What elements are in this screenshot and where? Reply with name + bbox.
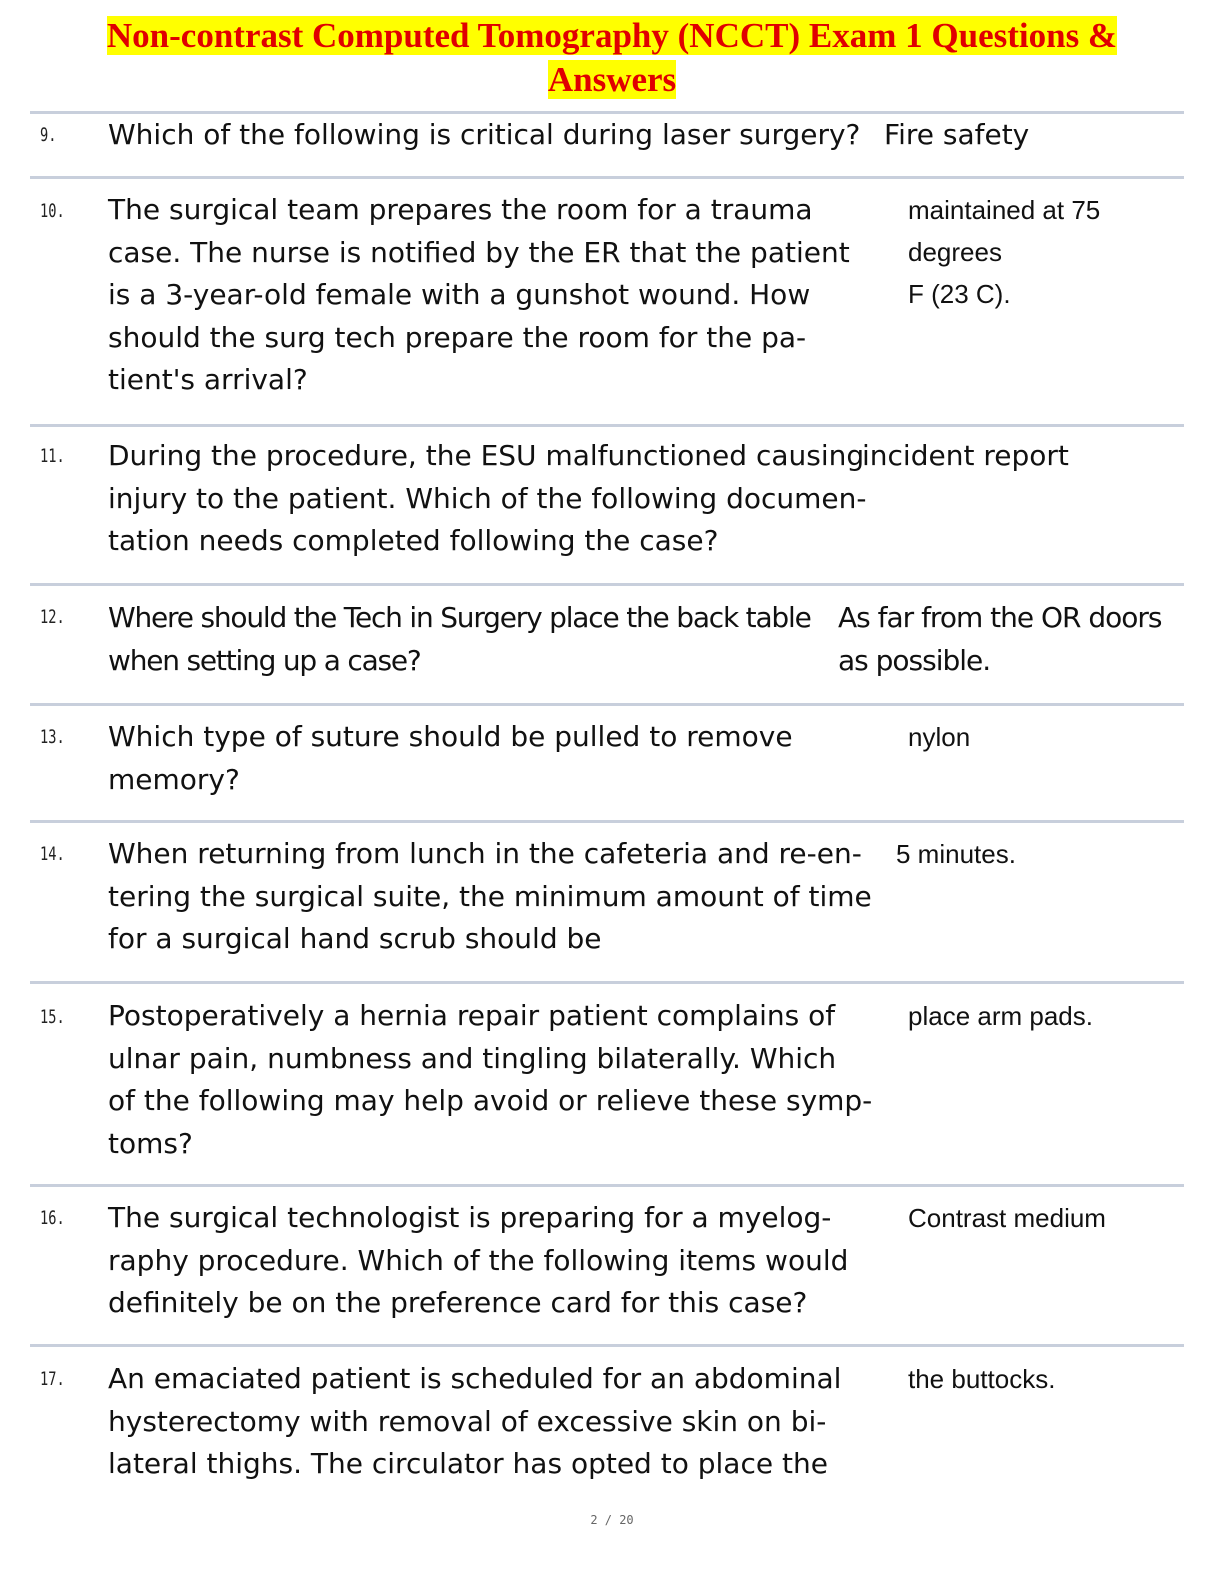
question-text: The surgical technologist is preparing for a myelog- raphy procedure. Which of the following items would definitely be on the preference card for this case? (108, 1201, 849, 1319)
answer-text: nylon (908, 722, 971, 752)
row-divider (30, 176, 1184, 179)
document-title-line-2: Answers (547, 60, 677, 99)
answer-text: incident report (862, 439, 1069, 472)
answer-text: maintained at 75 degrees F (23 C). (908, 195, 1101, 309)
question-text: The surgical team prepares the room for a trauma case. The nurse is notified by the ER that the patient is a 3-year-old female with a gunshot wound. How should the surg tech prepare the room for the pa- tient's arrival? (108, 193, 850, 396)
question-number: 10. (40, 200, 65, 222)
question-number: 11. (40, 445, 65, 467)
question-text: During the procedure, the ESU malfunctioned causing injury to the patient. Which of the following documen- tation needs completed following the case? (108, 439, 867, 557)
question-number: 15. (40, 1006, 65, 1028)
question-text: Which type of suture should be pulled to remove memory? (108, 720, 793, 796)
question-text: An emaciated patient is scheduled for an abdominal hysterectomy with removal of excessive skin on bi- lateral thighs. The circulator has opted to place the (108, 1362, 842, 1480)
answer-text: 5 minutes. (896, 839, 1016, 869)
question-number: 13. (40, 726, 65, 748)
question-number: 17. (40, 1368, 65, 1390)
question-number: 9. (40, 124, 57, 146)
question-number: 12. (40, 606, 65, 628)
question-text: When returning from lunch in the cafeteria and re-en- tering the surgical suite, the minimum amount of time for a surgical hand scrub should be (108, 837, 872, 955)
row-divider (30, 981, 1184, 984)
page-indicator: 2 / 20 (590, 1513, 634, 1527)
question-number: 14. (40, 843, 65, 865)
answer-text: Contrast medium (908, 1203, 1106, 1233)
document-title (0, 14, 1224, 102)
answer-text: Fire safety (884, 118, 1030, 151)
row-divider (30, 1344, 1184, 1347)
row-divider (30, 424, 1184, 427)
question-text: Where should the Tech in Surgery place the back table when setting up a case? (108, 601, 811, 677)
question-number: 16. (40, 1207, 65, 1229)
question-text: Which of the following is critical during laser surgery? (108, 118, 861, 151)
row-divider (30, 703, 1184, 706)
answer-text: place arm pads. (908, 1001, 1093, 1031)
row-divider (30, 820, 1184, 823)
row-divider (30, 1184, 1184, 1187)
answer-text: the buttocks. (908, 1364, 1056, 1394)
answer-text: As far from the OR doors as possible. (838, 601, 1162, 677)
question-text: Postoperatively a hernia repair patient complains of ulnar pain, numbness and tingling bilaterally. Which of the following may help avoid or relieve these symp- toms? (108, 999, 873, 1160)
row-divider (30, 583, 1184, 586)
document-title-line-1: Non-contrast Computed Tomography (NCCT) Exam 1 Questions & (106, 16, 1118, 55)
